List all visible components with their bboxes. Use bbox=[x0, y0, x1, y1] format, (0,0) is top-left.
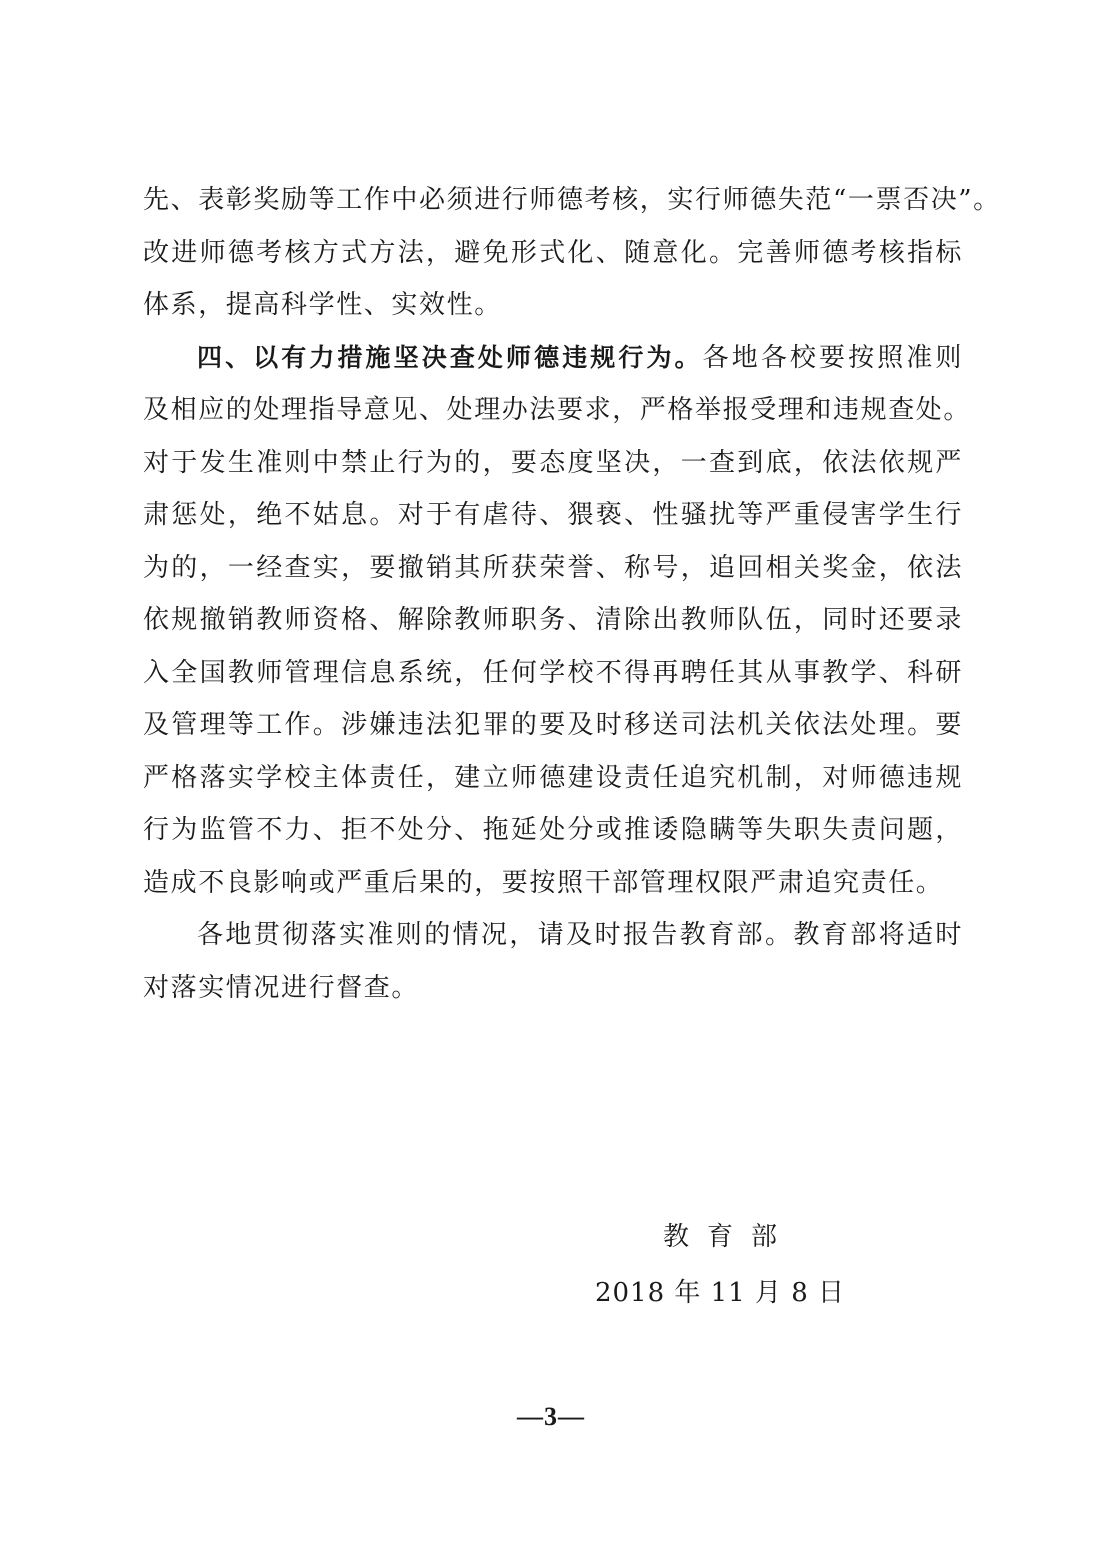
paragraph-2-line-7: 入全国教师管理信息系统，任何学校不得再聘任其从事教学、科研 bbox=[143, 657, 963, 688]
paragraph-3-line-2: 对落实情况进行督查。 bbox=[143, 972, 420, 1003]
paragraph-2-line-1 bbox=[143, 332, 963, 385]
paragraph-2-line-11: 造成不良影响或严重后果的，要按照干部管理权限严肃追究责任。 bbox=[143, 867, 944, 898]
signature-block bbox=[560, 1212, 880, 1318]
paragraph-1-line-3: 体系，提高科学性、实效性。 bbox=[143, 290, 502, 320]
document-body bbox=[143, 174, 1001, 1014]
section-heading: 四、以有力措施坚决查处师德违规行为。 bbox=[197, 342, 703, 372]
paragraph-2-line-3: 对于发生准则中禁止行为的，要态度坚决，一查到底，依法依规严 bbox=[143, 447, 963, 478]
paragraph-2-line-9: 严格落实学校主体责任，建立师德建设责任追究机制，对师德违规 bbox=[143, 762, 963, 793]
paragraph-2-line-10: 行为监管不力、拒不处分、拖延处分或推诿隐瞒等失职失责问题， bbox=[143, 815, 963, 845]
paragraph-2-line-8: 及管理等工作。涉嫌违法犯罪的要及时移送司法机关依法处理。要 bbox=[143, 710, 963, 740]
issue-date: 2018 年 11 月 8 日 bbox=[594, 1278, 846, 1308]
paragraph-2-line-1-text: 各地各校要按照准则 bbox=[702, 342, 963, 373]
paragraph-3-line-1: 各地贯彻落实准则的情况，请及时报告教育部。教育部将适时 bbox=[197, 920, 963, 950]
paragraph-1-line-2: 改进师德考核方式方法，避免形式化、随意化。完善师德考核指标 bbox=[143, 237, 963, 268]
paragraph-2-line-4: 肃惩处，绝不姑息。对于有虐待、猥亵、性骚扰等严重侵害学生行 bbox=[143, 500, 963, 530]
paragraph-2-line-6: 依规撤销教师资格、解除教师职务、清除出教师队伍，同时还要录 bbox=[143, 605, 963, 635]
paragraph-2-line-2: 及相应的处理指导意见、处理办法要求，严格举报受理和违规查处。 bbox=[143, 395, 972, 425]
paragraph-1-line-1: 先、表彰奖励等工作中必须进行师德考核，实行师德失范“一票否决”。 bbox=[143, 185, 1001, 215]
paragraph-2-line-5: 为的，一经查实，要撤销其所获荣誉、称号，追回相关奖金，依法 bbox=[143, 552, 963, 583]
page-number: —3— bbox=[517, 1402, 585, 1431]
issuing-organization: 教育部 bbox=[662, 1222, 795, 1252]
